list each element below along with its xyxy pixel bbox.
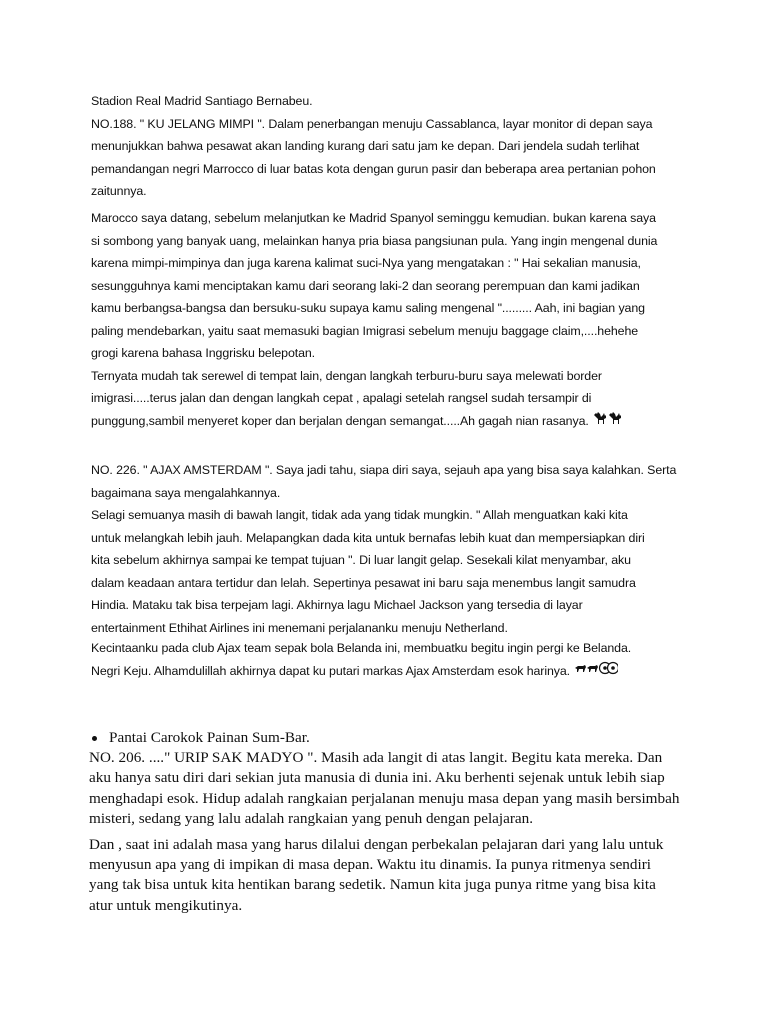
text-line: yang tak bisa untuk kita hentikan barang sedetik. Namun kita juga punya ritme yang bisa kita xyxy=(89,876,656,894)
section-carocok-para2 xyxy=(89,835,719,916)
soccer-ball-icon xyxy=(574,660,618,683)
text-line: sesungguhnya kami menciptakan kamu dari seorang laki-2 dan seorang perempuan dan kami jadikan xyxy=(91,278,640,293)
text-line: zaitunnya. xyxy=(91,184,147,198)
text-line: entertainment Ethihat Airlines ini menemani perjalananku menuju Netherland. xyxy=(91,620,508,635)
text-line: pemandangan negri Marrocco di luar batas kota dengan gurun pasir dan beberapa area pertanian pohon xyxy=(91,161,656,176)
camel-icon xyxy=(593,410,623,433)
text-line: aku hanya satu diri dari sekian juta manusia di dunia ini. Aku berhenti sejenak untuk lebih siap xyxy=(89,769,665,787)
text-line: Negri Keju. Alhamdulillah akhirnya dapat ku putari markas Ajax Amsterdam esok harinya. xyxy=(91,663,571,678)
text-line-with-icon xyxy=(91,410,691,433)
text-line: NO.188. " KU JELANG MIMPI ". Dalam penerbangan menuju Cassablanca, layar monitor di depan saya xyxy=(91,116,653,131)
text-line: kita sebelum akhirnya sampai ke tempat tujuan ". Di luar langit gelap. Sesekali kilat menyambar, aku xyxy=(91,553,631,567)
text-line: menyusun apa yang di impikan di masa depan. Waktu itu dinamis. Ia punya ritmenya sendiri xyxy=(89,856,651,874)
bullet-item xyxy=(89,728,719,748)
text-line: kamu berbangsa-bangsa dan bersuku-suku supaya kamu saling mengenal "......... Aah, ini bagian yang xyxy=(91,301,645,315)
text-line: menunjukkan bahwa pesawat akan landing kurang dari satu jam ke depan. Dari jendela sudah terlihat xyxy=(91,139,640,153)
text-line: Marocco saya datang, sebelum melanjutkan ke Madrid Spanyol seminggu kemudian. bukan karena saya xyxy=(91,211,656,225)
text-line: untuk melangkah lebih jauh. Melapangkan dada kita untuk bernafas lebih kuat dan mempersiapkan diri xyxy=(91,530,645,545)
text-line: Kecintaanku pada club Ajax team sepak bola Belanda ini, membuatku begitu ingin pergi ke Belanda. xyxy=(91,641,632,655)
text-line: grogi karena bahasa Inggrisku belepotan. xyxy=(91,346,316,360)
text-line: dalam keadaan antara tertidur dan lelah. Sepertinya pesawat ini baru saja menembus langit samudra xyxy=(91,575,636,590)
text-line: NO. 226. " AJAX AMSTERDAM ". Saya jadi tahu, siapa diri saya, sejauh apa yang bisa saya kalahkan. Serta xyxy=(91,463,677,477)
text-line-with-icon xyxy=(91,660,691,683)
section-title: Stadion Real Madrid Santiago Bernabeu. xyxy=(91,94,313,108)
bullet-icon xyxy=(92,736,97,741)
text-line: Hindia. Mataku tak bisa terpejam lagi. Akhirnya lagu Michael Jackson yang tersedia di layar xyxy=(91,598,583,612)
bullet-text: Pantai Carokok Painan Sum-Bar. xyxy=(109,729,310,746)
section-carocok xyxy=(89,728,719,829)
text-line: punggung,sambil menyeret koper dan berjalan dengan semangat.....Ah gagah nian rasanya. xyxy=(91,413,589,428)
section-madrid-para2 xyxy=(91,207,691,432)
text-line: NO. 206. ...." URIP SAK MADYO ". Masih ada langit di atas langit. Begitu kata mereka. Dan xyxy=(89,749,663,767)
text-line: imigrasi.....terus jalan dan dengan langkah cepat , apalagi setelah rangsel sudah tersampir di xyxy=(91,391,592,405)
section-ajax-para2 xyxy=(91,637,691,682)
text-line: Selagi semuanya masih di bawah langit, tidak ada yang tidak mungkin. " Allah menguatkan kaki kita xyxy=(91,508,628,522)
text-line: karena mimpi-mimpinya dan juga karena kalimat suci-Nya yang mengatakan : " Hai sekalian manusia, xyxy=(91,256,641,270)
text-line: bagaimana saya mengalahkannya. xyxy=(91,485,281,500)
section-ajax xyxy=(91,459,691,639)
text-line: misteri, sedang yang lalu adalah rangkaian yang penuh dengan pelajaran. xyxy=(89,809,534,827)
text-line: menghadapi esok. Hidup adalah rangkaian perjalanan menuju masa depan yang masih bersimbah xyxy=(89,789,680,807)
text-line: Dan , saat ini adalah masa yang harus dilalui dengan perbekalan pelajaran dari yang lalu untuk xyxy=(89,836,664,853)
text-line: paling mendebarkan, yaitu saat memasuki bagian Imigrasi sebelum menuju baggage claim,....hehehe xyxy=(91,323,639,338)
section-madrid xyxy=(91,90,691,203)
text-line: Ternyata mudah tak serewel di tempat lain, dengan langkah terburu-buru saya melewati border xyxy=(91,368,602,383)
text-line: atur untuk mengikutinya. xyxy=(89,896,243,914)
text-line: si sombong yang banyak uang, melainkan hanya pria biasa pangsiunan pula. Yang ingin mengenal dunia xyxy=(91,233,658,248)
